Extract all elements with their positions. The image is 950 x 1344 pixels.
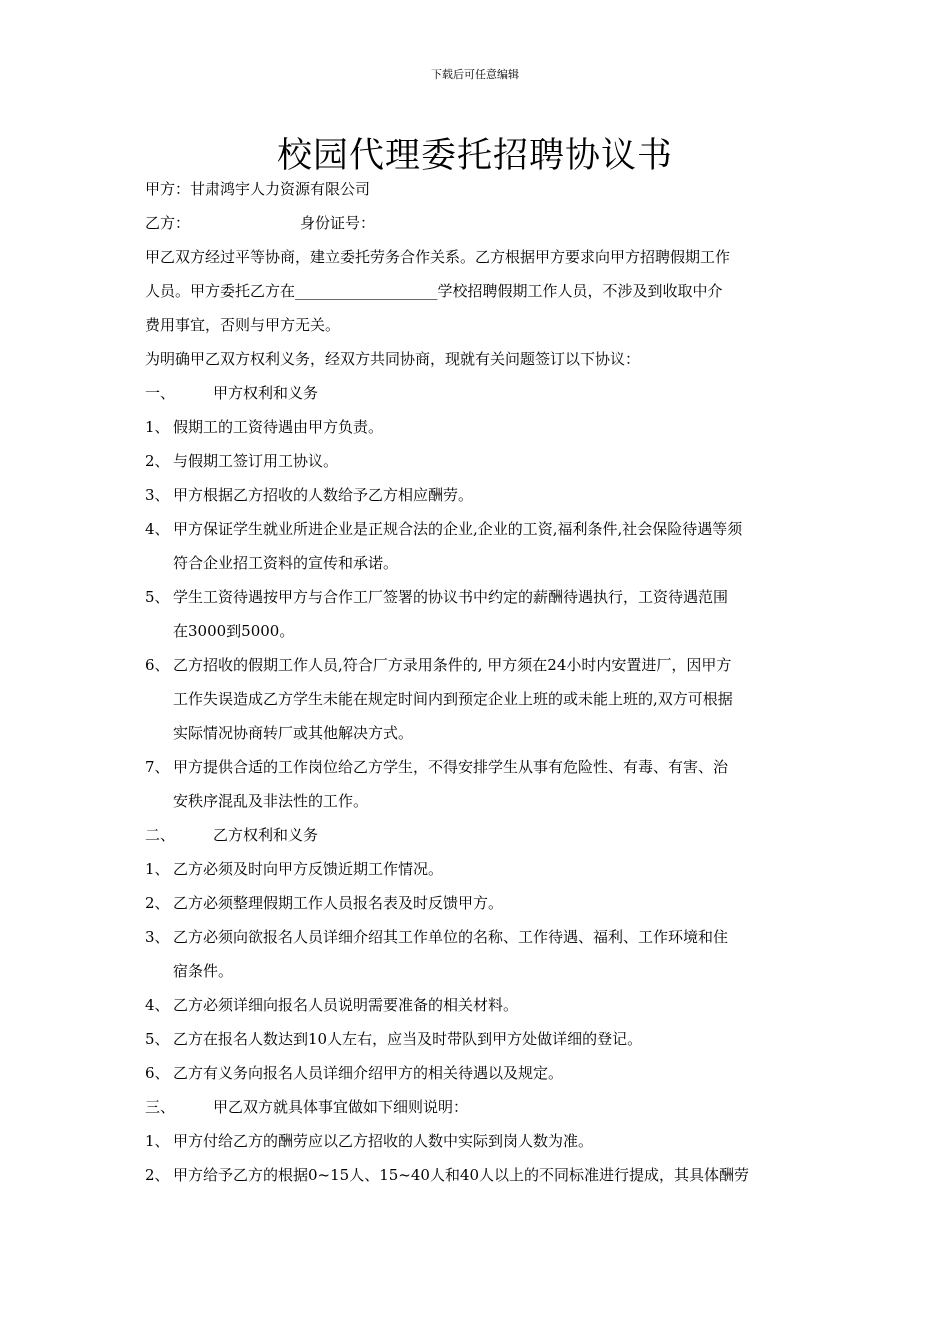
list-item <box>145 920 810 954</box>
item-text: 乙方在报名人数达到10人左右，应当及时带队到甲方处做详细的登记。 <box>173 1030 643 1048</box>
party-b-label: 乙方： <box>145 214 191 232</box>
item-number: 1、 <box>145 418 170 436</box>
section-heading <box>145 376 810 410</box>
item-text: 学生工资待遇按甲方与合作工厂签署的协议书中约定的薪酬待遇执行，工资待遇范围 <box>173 588 729 606</box>
intro-line: 为明确甲乙双方权利义务，经双方共同协商，现就有关问题签订以下协议： <box>145 350 641 368</box>
item-number: 4、 <box>145 996 170 1014</box>
item-text-continued: 安秩序混乱及非法性的工作。 <box>173 792 369 810</box>
list-item <box>145 648 810 682</box>
item-number: 3、 <box>145 928 170 946</box>
item-text-continued: 符合企业招工资料的宣传和承诺。 <box>173 554 399 572</box>
item-text: 乙方必须整理假期工作人员报名表及时反馈甲方。 <box>173 894 504 912</box>
item-text: 甲方根据乙方招收的人数给予乙方相应酬劳。 <box>173 486 474 504</box>
section-number: 一、 <box>145 384 176 402</box>
item-number: 5、 <box>145 588 170 606</box>
item-number: 1、 <box>145 860 170 878</box>
item-text: 乙方必须向欲报名人员详细介绍其工作单位的名称、工作待遇、福利、工作环境和住 <box>173 928 729 946</box>
section-title: 甲方权利和义务 <box>213 384 319 402</box>
item-text: 甲方提供合适的工作岗位给乙方学生，不得安排学生从事有危险性、有毒、有害、治 <box>173 758 729 776</box>
item-number: 7、 <box>145 758 170 776</box>
item-number: 3、 <box>145 486 170 504</box>
item-number: 2、 <box>145 894 170 912</box>
list-item <box>145 580 810 614</box>
intro-line: 费用事宜，否则与甲方无关。 <box>145 316 341 334</box>
list-item <box>145 1022 810 1056</box>
page-header: 下载后可任意编辑 <box>431 68 519 81</box>
section-number: 三、 <box>145 1098 176 1116</box>
list-item <box>145 852 810 886</box>
item-number: 2、 <box>145 1166 170 1184</box>
item-text: 甲方给予乙方的根据0~15人、15~40人和40人以上的不同标准进行提成，其具体酬劳 <box>173 1166 750 1184</box>
item-text: 乙方招收的假期工作人员,符合厂方录用条件的, 甲方须在24小时内安置进厂，因甲方 <box>173 656 732 674</box>
list-item <box>145 1158 810 1192</box>
item-text: 乙方有义务向报名人员详细介绍甲方的相关待遇以及规定。 <box>173 1064 564 1082</box>
item-text-continued: 实际情况协商转厂或其他解决方式。 <box>173 724 414 742</box>
intro-line: 人员。甲方委托乙方在___________________学校招聘假期工作人员，不涉及到收取中介 <box>145 282 723 300</box>
list-item <box>145 988 810 1022</box>
section-title: 乙方权利和义务 <box>213 826 319 844</box>
section-heading <box>145 818 810 852</box>
item-number: 6、 <box>145 1064 170 1082</box>
document-body <box>145 172 810 1192</box>
item-number: 1、 <box>145 1132 170 1150</box>
section-title: 甲乙双方就具体事宜做如下细则说明： <box>213 1098 469 1116</box>
party-b-line <box>145 206 810 240</box>
section-heading <box>145 1090 810 1124</box>
item-number: 6、 <box>145 656 170 674</box>
list-item <box>145 410 810 444</box>
item-text: 乙方必须详细向报名人员说明需要准备的相关材料。 <box>173 996 519 1014</box>
intro-line: 甲乙双方经过平等协商，建立委托劳务合作关系。乙方根据甲方要求向甲方招聘假期工作 <box>145 248 731 266</box>
party-a-line: 甲方：甘肃鸿宇人力资源有限公司 <box>145 180 371 198</box>
item-text: 甲方保证学生就业所进企业是正规合法的企业,企业的工资,福利条件,社会保险待遇等须 <box>173 520 743 538</box>
item-text: 乙方必须及时向甲方反馈近期工作情况。 <box>173 860 444 878</box>
item-text-continued: 宿条件。 <box>173 962 234 980</box>
item-text-continued: 在3000到5000。 <box>173 622 295 640</box>
item-number: 5、 <box>145 1030 170 1048</box>
list-item <box>145 750 810 784</box>
id-number-label: 身份证号： <box>300 214 376 232</box>
item-text: 甲方付给乙方的酬劳应以乙方招收的人数中实际到岗人数为准。 <box>173 1132 594 1150</box>
item-number: 2、 <box>145 452 170 470</box>
list-item <box>145 478 810 512</box>
item-text-continued: 工作失误造成乙方学生未能在规定时间内到预定企业上班的或未能上班的,双方可根据 <box>173 690 733 708</box>
list-item <box>145 1124 810 1158</box>
item-number: 4、 <box>145 520 170 538</box>
document-title: 校园代理委托招聘协议书 <box>276 136 673 176</box>
list-item <box>145 886 810 920</box>
item-text: 与假期工签订用工协议。 <box>173 452 339 470</box>
section-number: 二、 <box>145 826 176 844</box>
list-item <box>145 444 810 478</box>
list-item <box>145 1056 810 1090</box>
list-item <box>145 512 810 546</box>
item-text: 假期工的工资待遇由甲方负责。 <box>173 418 384 436</box>
